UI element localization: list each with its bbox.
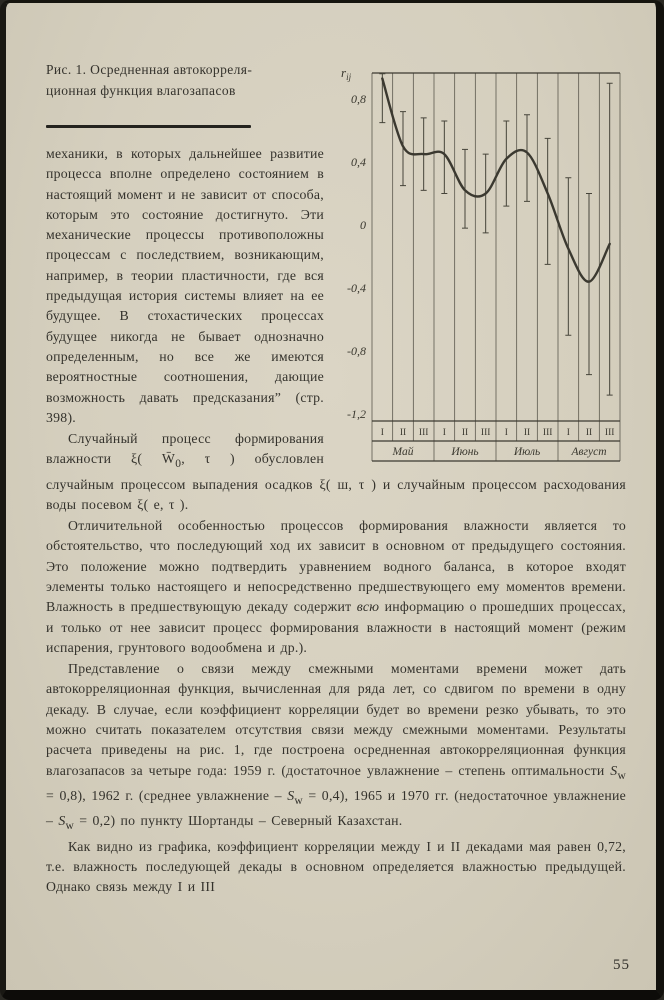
paragraph-random-process: Случайный процесс формирования влажности ξ( $W̄_0$, τ ) обусловлен случайным процессом выпадения осадков ξ( ш, τ ) и случайным процессом расходования воды посевом ξ( е, τ ).	[46, 431, 626, 512]
svg-text:I: I	[380, 428, 384, 438]
svg-text:0,8: 0,8	[351, 92, 366, 106]
svg-text:-1,2: -1,2	[347, 407, 366, 421]
svg-text:I: I	[442, 428, 446, 438]
svg-text:Август: Август	[571, 446, 607, 458]
paragraph-distinctive-feature: Отличительной особенностью процессов формирования влажности является то обстоятельство, что последующий ход их зависит в основном от предыдущего состояния. Это положение можно подтвердить уравнением водного баланса, в которое входят элементы только настоящего и непосредственно предшествующего ему моментов времени. Влажность в предшествующую декаду содержит всю информацию о прошедших процессах, и только от нее зависит процесс формирования влажности в настоящий момент (режим испарения, грунтового водообмена и др.).	[46, 518, 626, 655]
svg-text:I: I	[504, 428, 508, 438]
svg-text:II: II	[585, 428, 593, 438]
svg-text:III: III	[604, 428, 615, 438]
figure-caption-line2: ционная функция влагозапасов	[46, 83, 236, 98]
page-number: 55	[613, 957, 630, 973]
svg-text:-0,4: -0,4	[347, 281, 366, 295]
paragraph-graph-conclusion: Как видно из графика, коэффициент корреляции между I и II декадами мая равен 0,72, т.е. влажность последующей декады в основном определяется влажностью предыдущей. Однако связь между I и III	[46, 838, 626, 895]
svg-text:Июнь: Июнь	[451, 446, 479, 458]
svg-text:III: III	[542, 428, 553, 438]
svg-text:-0,8: -0,8	[347, 344, 366, 358]
svg-text:II: II	[461, 428, 469, 438]
svg-text:Май: Май	[392, 446, 414, 458]
svg-text:rij: $r_{ij}$	[341, 65, 352, 82]
paragraph-autocorrelation: Представление о связи между смежными моментами времени может дать автокорреляционная функция, вычисленная для ряда лет, со сдвигом по времени в одну декаду. В случае, если коэффициент корреляции будет во времени резко убывать, то это можно считать показателем отсутствия связи между смежными моментами. Результаты расчета приведены на рис. 1, где построена осредненная автокорреляционная функция влагозапасов за четыре года: 1959 г. (достаточное увлажнение – степень оптимальности $S_w = 0,8$), 1962 г. (среднее увлажнение – $S_w = 0,4$), 1965 и 1970 гг. (недостаточное увлажнение – $S_w = 0,2$) по пункту Шортанды – Северный Казахстан.	[46, 661, 626, 832]
caption-divider-rule	[46, 125, 251, 128]
figure-chart	[336, 61, 626, 463]
svg-text:Июль: Июль	[513, 446, 541, 458]
svg-text:II: II	[523, 428, 531, 438]
figure-caption-line1: Рис. 1. Осредненная автокорреля-	[46, 62, 253, 77]
svg-text:I: I	[566, 428, 570, 438]
svg-text:II: II	[399, 428, 407, 438]
svg-text:0,4: 0,4	[351, 155, 366, 169]
svg-text:III: III	[480, 428, 491, 438]
svg-text:III: III	[418, 428, 429, 438]
paragraph-mechanics: механики, в которых дальнейшее развитие процесса вполне определено состоянием в настоящий момент и не зависит от способа, которым это состояние достигнуто. Эти механические процессы противоположны процессам с последствием, возникающим, например, в теории пластичности, где вся предыдущая история системы влияет на ее будущее. В стохастических процессах будущее никогда не бывает однозначно определенным, но все же имеются вероятностные соотношения, дающие возможность давать предсказания” (стр. 398).	[46, 146, 324, 425]
autocorrelation-chart	[336, 61, 626, 463]
svg-text:0: 0	[360, 218, 366, 232]
